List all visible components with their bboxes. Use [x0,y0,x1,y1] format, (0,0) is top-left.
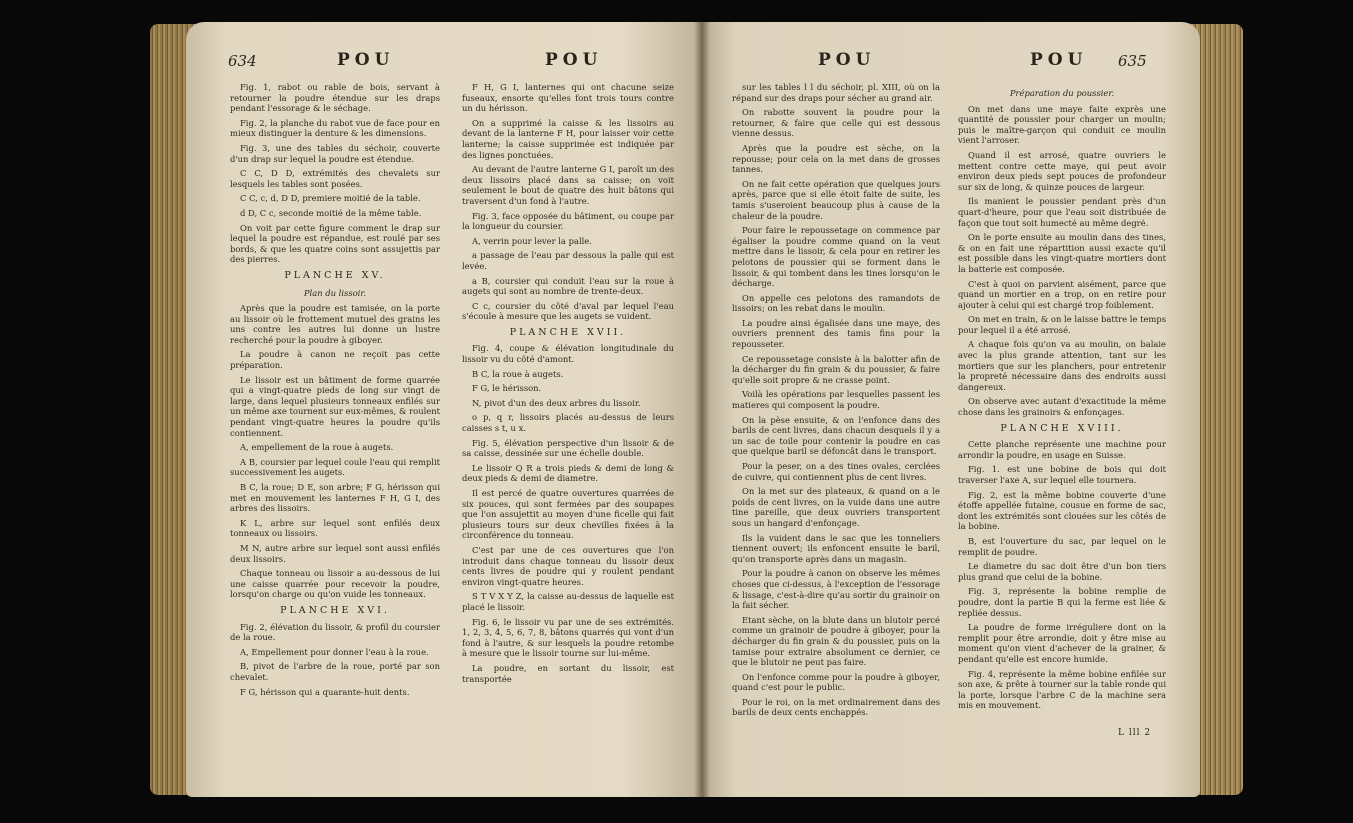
paragraph: Fig. 6, le lissoir vu par une de ses extrémités. 1, 2, 3, 4, 5, 6, 7, 8, bâtons quarrés qui vont d'un fond à l'autre, & sur lesquels la poudre retombe à mesure que le lissoir tourne sur lui-même. [462,616,674,659]
paragraph: K L, arbre sur lequel sont enfilés deux tonneaux ou lissoirs. [230,517,440,539]
paragraph: B, est l'ouverture du sac, par lequel on le remplit de poudre. [958,535,1166,557]
paragraph: Fig. 5, élévation perspective d'un lissoir & de sa caisse, dessinée sur une échelle double. [462,437,674,459]
paragraph: a passage de l'eau par dessous la palle qui est levée. [462,250,674,271]
paragraph: Quand il est arrosé, quatre ouvriers le mettent contre cette maye, qui peut avoir environ deux pieds sept pouces de profondeur sur six de long, & quinze pouces de largeur. [958,149,1166,192]
paragraph: Voilà les opérations par lesquelles passent les matieres qui composent la poudre. [732,389,940,411]
paragraph: A, empellement de la roue à augets. [240,442,394,453]
paragraph: M N, autre arbre sur lequel sont aussi enfilés deux lissoirs. [230,542,440,564]
plate-subheading: Plan du lissoir. [303,287,367,298]
paragraph: On a supprimé la caisse & les lissoirs au devant de la lanterne F H, pour laisser voir cette lanterne; la caisse supprimée est indiquée par des lignes ponctuées. [462,117,674,160]
paragraph: Il est percé de quatre ouvertures quarrées de six pouces, qui sont fermées par des soupapes que l'on assujettit au moyen d'une ficelle qui fait plusieurs tours sur deux chevilles fixées à la circonférence du tonneau. [462,488,674,541]
paragraph: On met en train, & on le laisse battre le temps pour lequel il a été arrosé. [958,314,1166,335]
paragraph: Ils manient le poussier pendant près d'un quart-d'heure, pour que l'eau soit distribuée de façon que tout soit humecté au même degré. [958,196,1166,228]
paragraph: Le lissoir Q R a trois pieds & demi de long & deux pieds & demi de diametre. [462,462,674,484]
paragraph: On la met sur des plateaux, & quand on a le poids de cent livres, on la vuide dans une autre tine pareille, que deux ouvriers transportent sous un hangard d'enfonçage. [732,486,940,528]
paragraph: Ils la vuident dans le sac que les tonneliers tiennent ouvert; ils enfoncent ensuite le baril, qu'on transporte après dans un magasin. [732,532,940,564]
section-heading: Préparation du poussier. [1009,88,1115,98]
paragraph: C c, coursier du côté d'aval par lequel l'eau s'écoule à mesure que les augets se vuident. [462,300,674,322]
paragraph: On la pèse ensuite, & on l'enfonce dans des barils de cent livres, dans chacun desquels il y a un sac de toile pour contenir la poudre en cas que quelque baril se défoncât dans le transport. [732,414,940,457]
paragraph: N, pivot d'un des deux arbres du lissoir. [472,397,641,408]
plate-heading: PLANCHE XVII. [509,326,627,338]
paragraph: A B, coursier par lequel coule l'eau qui remplit successivement les augets. [230,456,440,478]
paragraph: Fig. 3, représente la bobine remplie de poudre, dont la partie B qui la ferme est liée & repliée dessus. [958,586,1166,618]
paragraph: Fig. 1. est une bobine de bois qui doit traverser l'axe A, sur lequel elle tournera. [958,464,1166,485]
paragraph: A chaque fois qu'on va au moulin, on balaie avec la plus grande attention, tant sur les mortiers que sur les planchers, pour entretenir la propreté nécessaire dans des endroits aussi dangereux. [958,339,1166,392]
paragraph: Fig. 3, face opposée du bâtiment, ou coupe par la longueur du coursier. [462,210,674,232]
paragraph: On le porte ensuite au moulin dans des tines, & on en fait une répartition aussi exacte qu'il est possible dans les vingt-quatre mortiers dont la batterie est composée. [958,232,1166,274]
text-column-4 [958,82,1166,715]
paragraph: On rabotte souvent la poudre pour la retourner, & faire que celle qui est dessous vienne dessus. [732,107,940,139]
running-head-left-2: POU [545,50,603,70]
paragraph: S T V X Y Z, la caisse au-dessus de laquelle est placé le lissoir. [462,591,674,612]
running-head-right-1: POU [818,50,876,70]
paragraph: Etant sèche, on la blute dans un blutoir percé comme un grainoir de poudre à giboyer, pour la décharger du fin grain & du poussier, puis on la tamise pour extraire absolument ce dernier, ce que le blutoir ne peut pas faire. [732,614,940,668]
paragraph: La poudre, en sortant du lissoir, est transportée [462,662,674,684]
plate-heading: PLANCHE XV. [284,269,386,281]
paragraph: Fig. 1, rabot ou rable de bois, servant à retourner la poudre étendue sur les draps pendant l'essorage & le séchage. [230,82,440,114]
paragraph: Pour la poudre à canon on observe les mêmes choses que ci-dessus, à l'exception de l'essorage & lissage, c'est-à-dire qu'au sortir du grainoir on la fait sécher. [732,568,940,611]
page-number-left: 634 [228,52,257,70]
paragraph: La poudre ainsi égalisée dans une maye, des ouvriers prennent des tamis fins pour la repousseter. [732,317,940,350]
plate-heading: PLANCHE XVIII. [1000,422,1124,434]
paragraph: Fig. 2, est la même bobine couverte d'une étoffe appellée futaine, cousue en forme de sac, dont les extrémités sont clouées sur les côtés de la bobine. [958,489,1166,532]
running-head-left-1: POU [337,50,395,70]
text-column-1 [230,82,440,701]
paragraph: Chaque tonneau ou lissoir a au-dessous de lui une caisse quarrée pour recevoir la poudre, lorsqu'on charge ou qu'on vuide les tonneaux. [230,568,440,600]
paragraph: On observe avec autant d'exactitude la même chose dans les grainoirs & enfonçages. [958,396,1166,418]
paragraph: B C, la roue; D E, son arbre; F G, hérisson qui met en mouvement les lanternes F H, G I, des arbres des lissoirs. [230,482,440,514]
paragraph: Pour faire le repoussetage on commence par égaliser la poudre comme quand on la veut mettre dans le lissoir, & cela pour en retirer les pelotons de poussier qui se forment dans le lissoir, & qui tombent dans les tines lorsqu'on le décharge. [732,225,940,289]
paragraph: F H, G I, lanternes qui ont chacune seize fuseaux, ensorte qu'elles font trois tours contre un du hérisson. [462,82,674,114]
paragraph: C C, D D, extrémités des chevalets sur lesquels les tables sont posées. [230,168,440,189]
paragraph: F G, hérisson qui a quarante-huit dents. [240,686,410,697]
gutter-shadow [694,22,710,797]
paragraph: A, verrin pour lever la palle. [472,235,592,246]
paragraph: Fig. 4, coupe & élévation longitudinale du lissoir vu du côté d'amont. [462,343,674,365]
paragraph: B C, la roue à augets. [472,368,564,379]
paragraph: C C, c, d, D D, premiere moitié de la table. [240,193,421,204]
paragraph: F G, le hérisson. [472,383,542,394]
signature-mark: L lll 2 [1118,728,1152,738]
paragraph: d D, C c, seconde moitié de la même table. [240,207,422,218]
paragraph: On voit par cette figure comment le drap sur lequel la poudre est répandue, est roulé par ses bords, & que les quatre coins sont assujettis par des pierres. [230,222,440,265]
paragraph: C'est à quoi on parvient aisément, parce que quand un mortier en a trop, on en retire pour ajouter à celui qui est chargé trop foiblement. [958,278,1166,310]
paragraph: Fig. 2, élévation du lissoir, & profil du coursier de la roue. [230,621,440,643]
paragraph: Cette planche représente une machine pour arrondir la poudre, en usage en Suisse. [958,439,1166,460]
paragraph: Le lissoir est un bâtiment de forme quarrée qui a vingt-quatre pieds de long sur vingt de large, dans lequel plusieurs tonneaux enfilés sur un même axe tournent sur eux-mêmes, & roulent pendant vingt-quatre heures la poudre qu'ils contiennent. [230,374,440,438]
paragraph: Fig. 2, la planche du rabot vue de face pour en mieux distinguer la denture & les dimensions. [230,117,440,139]
paragraph: sur les tables l l du séchoir, pl. XIII, où on la répand sur des draps pour sécher au grand air. [732,82,940,103]
paragraph: a B, coursier qui conduit l'eau sur la roue à augets qui sont au nombre de trente-deux. [462,275,674,297]
paragraph: On met dans une maye faite exprès une quantité de poussier pour charger un moulin; puis le maître-garçon qui conduit ce moulin vient l'arroser. [958,103,1166,146]
paragraph: La poudre à canon ne reçoit pas cette préparation. [230,349,440,371]
paragraph: Le diametre du sac doit être d'un bon tiers plus grand que celui de la bobine. [958,561,1166,582]
paragraph: o p, q r, lissoirs placés au-dessus de leurs caisses s t, u x. [462,412,674,434]
paragraph: Fig. 4, représente la même bobine enfilée sur son axe, & prête à tourner sur la table ronde qui la porte, lorsque l'arbre C de la machine sera mis en mouvement. [958,668,1166,711]
paragraph: Pour le roi, on la met ordinairement dans des barils de deux cents enchappés. [732,696,940,718]
paragraph: La poudre de forme irréguliere dont on la remplit pour être arrondie, doit y être mise au moment qu'on vient d'achever de la grainer, & pendant qu'elle est encore humide. [958,622,1166,664]
paragraph: Après que la poudre est tamisée, on la porte au lissoir où le frottement mutuel des grains les uns contre les autres lui donne un lustre recherché pour la poudre à giboyer. [230,303,440,345]
paragraph: Fig. 3, une des tables du séchoir, couverte d'un drap sur lequel la poudre est étendue. [230,142,440,164]
running-head-right-2: POU [1030,50,1088,70]
paragraph: On ne fait cette opération que quelques jours après, parce que si elle étoit faite de suite, les tamis s'useroient beaucoup plus à cause de la chaleur de la poudre. [732,178,940,221]
text-column-2 [462,82,674,688]
paragraph: Pour la peser, on a des tines ovales, cerclées de cuivre, qui contiennent plus de cent livres. [732,461,940,482]
text-column-3 [732,82,940,722]
paragraph: Ce repoussetage consiste à la balotter afin de la décharger du fin grain & du poussier, & faire qu'elle soit propre & ne crasse point. [732,353,940,385]
paragraph: On appelle ces pelotons des ramandots de lissoirs; on les rebat dans le moulin. [732,292,940,314]
paragraph: B, pivot de l'arbre de la roue, porté par son chevalet. [230,661,440,682]
page-number-right: 635 [1118,52,1147,70]
paragraph: A, Empellement pour donner l'eau à la roue. [240,646,429,657]
paragraph: C'est par une de ces ouvertures que l'on introduit dans chaque tonneau du lissoir deux cents livres de poudre qui y roulent pendant environ vingt-quatre heures. [462,544,674,587]
paragraph: Après que la poudre est sèche, on la repousse; pour cela on la met dans de grosses tannes. [732,142,940,175]
paragraph: Au devant de l'autre lanterne G I, paroît un des deux lissoirs placé dans sa caisse; on voit seulement le bout de quatre des huit bâtons qui traversent d'un fond à l'autre. [462,164,674,206]
plate-heading: PLANCHE XVI. [280,604,390,616]
paragraph: On l'enfonce comme pour la poudre à giboyer, quand c'est pour le public. [732,671,940,693]
